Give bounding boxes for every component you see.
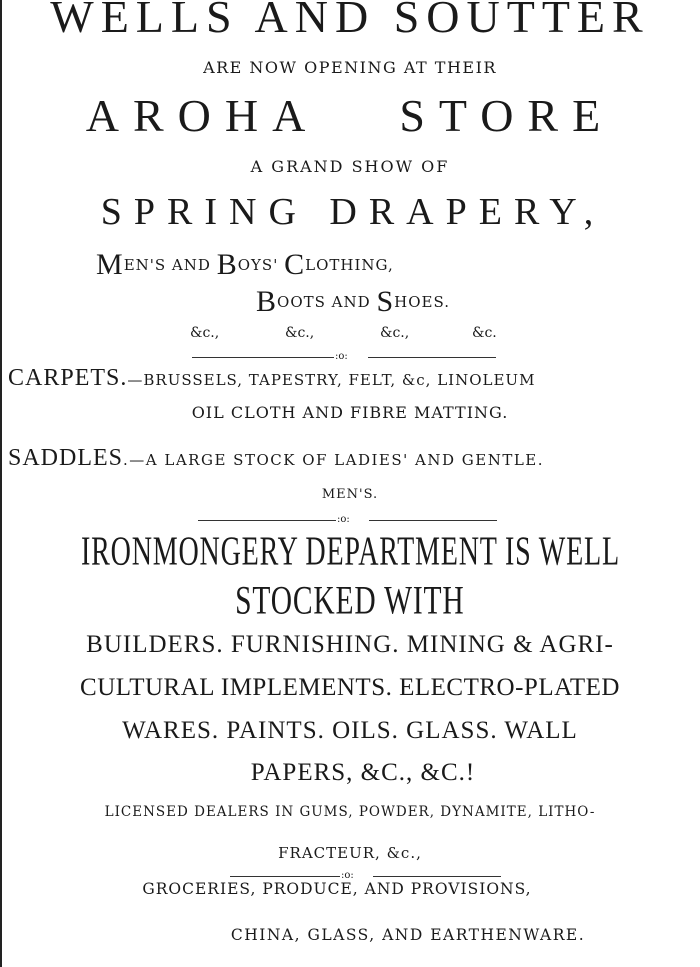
groceries-line: GROCERIES, PRODUCE, AND PROVISIONS,	[142, 880, 532, 898]
cultural-line: CULTURAL IMPLEMENTS. ELECTRO-PLATED	[80, 674, 620, 701]
store-name-word-1: AROHA	[85, 90, 320, 141]
saddles-line	[8, 446, 544, 470]
licensed-line: LICENSED DEALERS IN GUMS, POWDER, DYNAMITE, LITHO-	[104, 804, 596, 820]
divider-ornament-1: :o:	[335, 351, 348, 362]
dropcap-b2: B	[256, 285, 278, 318]
etc-3: &c.,	[380, 325, 410, 341]
clothing-text-3: LOTHING,	[305, 256, 394, 274]
clothing-line	[96, 250, 394, 280]
boots-line	[256, 287, 450, 317]
carpets-continued: OIL CLOTH AND FIBRE MATTING.	[191, 403, 509, 422]
boots-text-1: OOTS AND	[277, 293, 371, 311]
saddles-items: .—A LARGE STOCK OF LADIES' AND GENTLE.	[123, 451, 545, 469]
wares-line: WARES. PAINTS. OILS. GLASS. WALL	[122, 717, 578, 744]
saddles-heading: SADDLES	[8, 445, 124, 471]
dropcap-c: C	[284, 248, 306, 281]
etc-4: &c.	[472, 325, 497, 341]
ironmongery-line-2: STOCKED WITH	[235, 577, 465, 623]
saddles-continued: MEN'S.	[321, 487, 379, 502]
clothing-text-2: OYS'	[237, 256, 279, 274]
dropcap-m: M	[96, 248, 124, 281]
headline-firm-name: WELLS AND SOUTTER	[50, 0, 650, 42]
divider-rule-3b	[373, 876, 501, 877]
carpets-heading: CARPETS.	[8, 365, 128, 391]
ironmongery-line-1: IRONMONGERY DEPARTMENT IS WELL	[80, 527, 620, 574]
papers-line: PAPERS, &C., &C.!	[250, 759, 476, 786]
china-line: CHINA, GLASS, AND EARTHENWARE.	[230, 926, 586, 944]
divider-rule-1b	[368, 357, 496, 358]
spring-drapery: SPRING DRAPERY,	[100, 191, 606, 233]
clothing-text-1: EN'S AND	[123, 256, 211, 274]
etc-2: &c.,	[285, 325, 315, 341]
store-name	[4, 90, 696, 141]
carpets-line	[8, 366, 535, 390]
divider-ornament-2: :o:	[337, 514, 350, 525]
divider-rule-3	[230, 876, 340, 877]
carpets-items: —BRUSSELS, TAPESTRY, FELT, &c, LINOLEUM	[127, 371, 536, 389]
etc-1: &c.,	[190, 325, 220, 341]
builders-line: BUILDERS. FURNISHING. MINING & AGRI-	[86, 631, 614, 658]
store-name-word-2: STORE	[399, 90, 615, 141]
dropcap-b: B	[216, 248, 238, 281]
ironmongery-heading	[2, 527, 698, 574]
left-border	[0, 0, 2, 967]
boots-text-2: HOES.	[394, 293, 450, 311]
divider-rule-2b	[369, 520, 497, 521]
divider-rule-1	[192, 357, 334, 358]
etc-row	[0, 325, 700, 345]
subheading-opening: ARE NOW OPENING AT THEIR	[203, 58, 497, 77]
stocked-with	[4, 577, 696, 623]
grand-show-line: A GRAND SHOW OF	[250, 157, 450, 176]
divider-ornament-3: :o:	[341, 870, 354, 881]
dropcap-s: S	[376, 285, 395, 318]
fracteur-line: FRACTEUR, &c.,	[278, 844, 422, 862]
divider-rule-2	[198, 520, 336, 521]
